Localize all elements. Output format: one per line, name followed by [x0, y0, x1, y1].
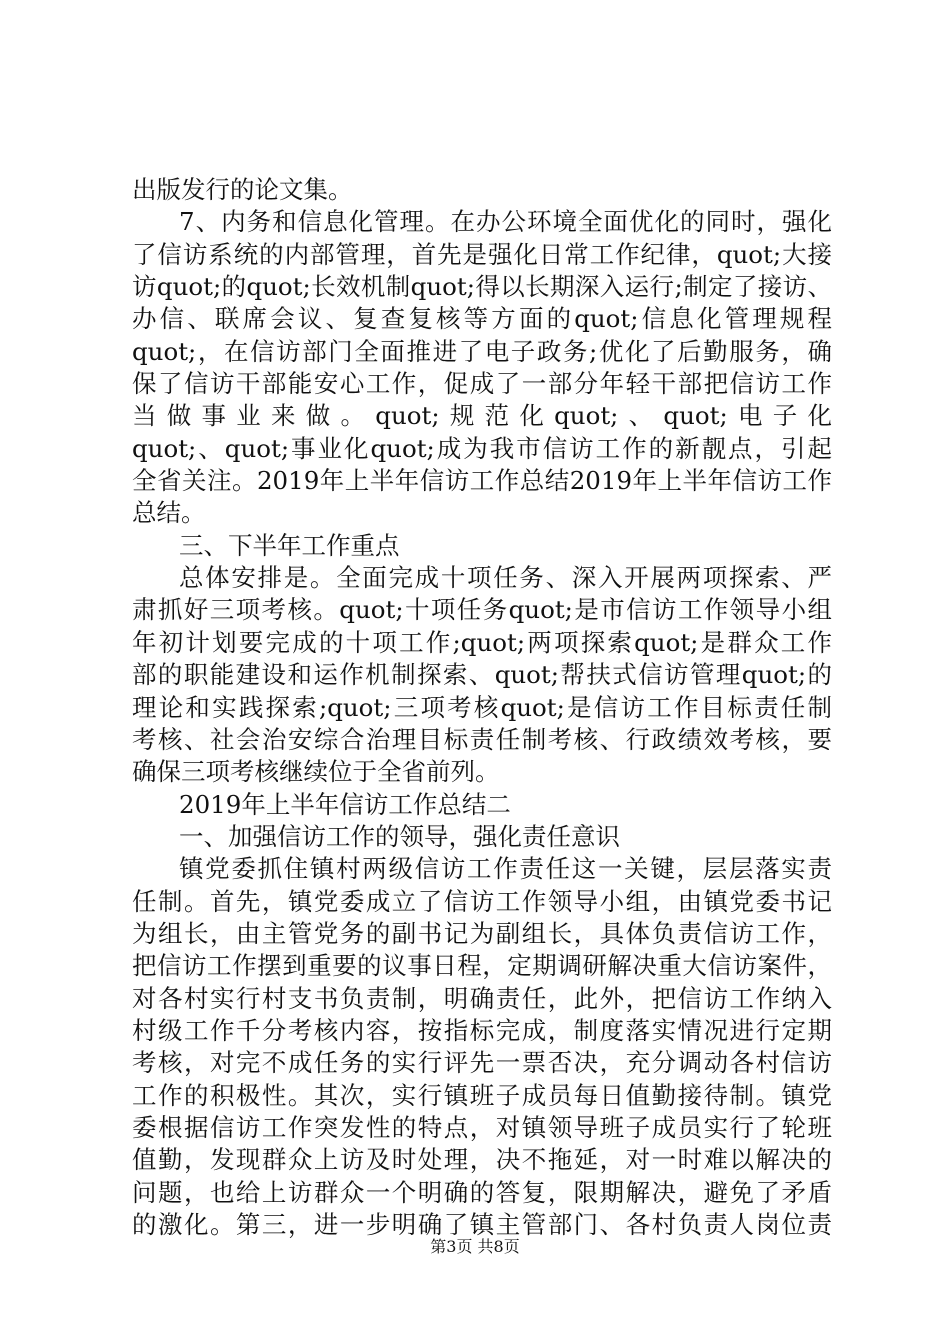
section-heading: 一、加强信访工作的领导，强化责任意识 — [179, 821, 620, 851]
page-number-footer: 第3页 共8页 — [430, 1237, 520, 1256]
text-line: 村级工作千分考核内容，按指标完成，制度落实情况进行定期 — [132, 1015, 832, 1045]
text-line: 问题，也给上访群众一个明确的答复，限期解决，避免了矛盾 — [132, 1177, 832, 1207]
body-text — [132, 174, 832, 1241]
text-line: 委根据信访工作突发性的特点，对镇领导班子成员实行了轮班 — [132, 1112, 832, 1142]
text-line: 对各村实行村支书负责制，明确责任，此外，把信访工作纳入 — [132, 983, 832, 1013]
text-line: 的激化。第三，进一步明确了镇主管部门、各村负责人岗位责 — [132, 1210, 832, 1239]
text-line: 肃抓好三项考核。quot;十项任务quot;是市信访工作领导小组 — [132, 595, 832, 625]
text-line: 把信访工作摆到重要的议事日程，定期调研解决重大信访案件， — [132, 951, 832, 981]
text-line: 值勤，发现群众上访及时处理，决不拖延，对一时难以解决的 — [132, 1145, 832, 1175]
text-line: 理论和实践探索;quot;三项考核quot;是信访工作目标责任制 — [132, 692, 832, 722]
text-line: 保了信访干部能安心工作，促成了一部分年轻干部把信访工作 — [132, 369, 832, 399]
text-line: quot;，在信访部门全面推进了电子政务;优化了后勤服务，确 — [132, 336, 832, 366]
text-line: 了信访系统的内部管理，首先是强化日常工作纪律，quot;大接 — [132, 239, 832, 269]
text-line: 7、内务和信息化管理。在办公环境全面优化的同时，强化 — [179, 207, 832, 237]
text-line: 镇党委抓住镇村两级信访工作责任这一关键，层层落实责 — [179, 854, 832, 884]
text-line: 访quot;的quot;长效机制quot;得以长期深入运行;制定了接访、 — [132, 272, 832, 302]
text-line: 办信、联席会议、复查复核等方面的quot;信息化管理规程 — [132, 304, 832, 334]
text-line: 当做事业来做。quot;规范化quot;、quot;电子化 — [132, 401, 832, 431]
section-heading: 三、下半年工作重点 — [179, 530, 400, 560]
text-line: 总结。 — [132, 498, 206, 528]
text-line: 任制。首先，镇党委成立了信访工作领导小组，由镇党委书记 — [132, 886, 832, 916]
text-line: 出版发行的论文集。 — [132, 175, 353, 204]
text-line: 为组长，由主管党务的副书记为副组长，具体负责信访工作， — [132, 918, 832, 948]
text-line: 考核，对完不成任务的实行评先一票否决，充分调动各村信访 — [132, 1048, 832, 1078]
text-line: 考核、社会治安综合治理目标责任制考核、行政绩效考核，要 — [132, 724, 832, 754]
text-line: 确保三项考核继续位于全省前列。 — [132, 757, 500, 787]
text-line: 全省关注。2019年上半年信访工作总结2019年上半年信访工作 — [132, 466, 832, 496]
text-line: 年初计划要完成的十项工作;quot;两项探索quot;是群众工作 — [132, 627, 832, 657]
text-line: 部的职能建设和运作机制探索、quot;帮扶式信访管理quot;的 — [132, 660, 832, 690]
text-line: quot;、quot;事业化quot;成为我市信访工作的新靓点，引起 — [132, 433, 832, 463]
section-heading: 2019年上半年信访工作总结二 — [179, 789, 511, 819]
text-line: 工作的积极性。其次，实行镇班子成员每日值勤接待制。镇党 — [132, 1080, 832, 1110]
text-line: 总体安排是。全面完成十项任务、深入开展两项探索、严 — [179, 563, 832, 593]
